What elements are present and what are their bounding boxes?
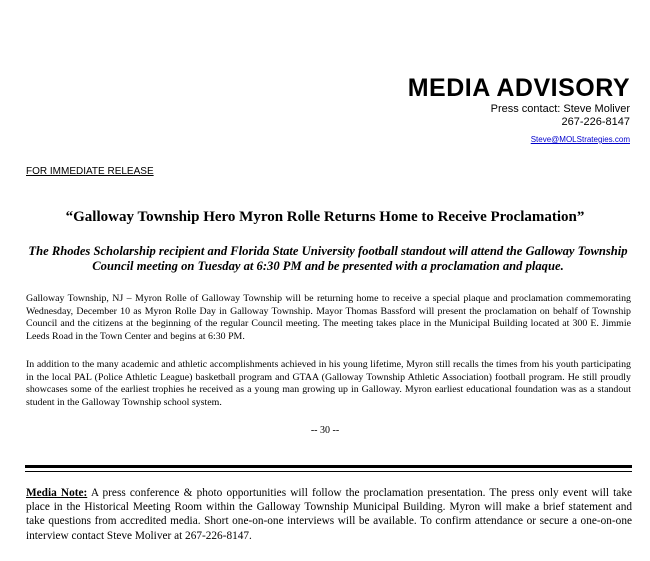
body-paragraph-1: Galloway Township, NJ – Myron Rolle of Galloway Township will be returning home to receive a special plaque and proclamation commemorating Wednesday, December 10 as Myron Rolle Day in Galloway Township. Mayor Thomas Bassford will present the proclamation on behalf of Township Council and the citizens at the beginning of the regular Council meeting. The meeting takes place in the Municipal Building located at 300 E. Jimmie Leeds Road in the Town Center and begins at 6:30 PM. bbox=[26, 293, 631, 342]
contact-email-link[interactable]: Steve@MOLStrategies.com bbox=[530, 135, 630, 144]
advisory-title: MEDIA ADVISORY bbox=[407, 74, 630, 102]
body-paragraph-2: In addition to the many academic and athletic accomplishments achieved in his young lifetime, Myron still recalls the times from his youth participating in the local PAL (Police Athletic League) basketball program and GTAA (Galloway Township Athletic Association) football program. He still proudly showcases some of the earliest trophies he received as a young man growing up in Galloway. Myron earliest educational foundation was as a standout student in the Galloway Township school system. bbox=[26, 359, 631, 408]
end-mark: -- 30 -- bbox=[310, 425, 340, 436]
subheadline: The Rhodes Scholarship recipient and Florida State University football standout will attend the Galloway Township Council meeting on Tuesday at 6:30 PM and be presented with a proclamation and plaque. bbox=[28, 244, 628, 273]
media-note-text: A press conference & photo opportunities will follow the proclamation presentation. The press only event will take place in the Historical Meeting Room within the Galloway Township Municipal Building. Myron will make a brief statement and take questions from accredited media. Short one-on-one interviews will be available. To confirm attendance or secure a one-on-one interview contact Steve Moliver at 267-226-8147. bbox=[26, 487, 632, 542]
headline: “Galloway Township Hero Myron Rolle Returns Home to Receive Proclamation” bbox=[65, 209, 585, 225]
advisory-header bbox=[408, 74, 630, 147]
divider-thin bbox=[25, 471, 632, 472]
press-contact: Press contact: Steve Moliver bbox=[490, 103, 630, 115]
divider-thick bbox=[25, 465, 632, 468]
media-note-label: Media Note: bbox=[26, 487, 88, 499]
media-note bbox=[26, 486, 632, 543]
contact-phone: 267-226-8147 bbox=[561, 116, 630, 128]
release-line: FOR IMMEDIATE RELEASE bbox=[26, 166, 154, 177]
